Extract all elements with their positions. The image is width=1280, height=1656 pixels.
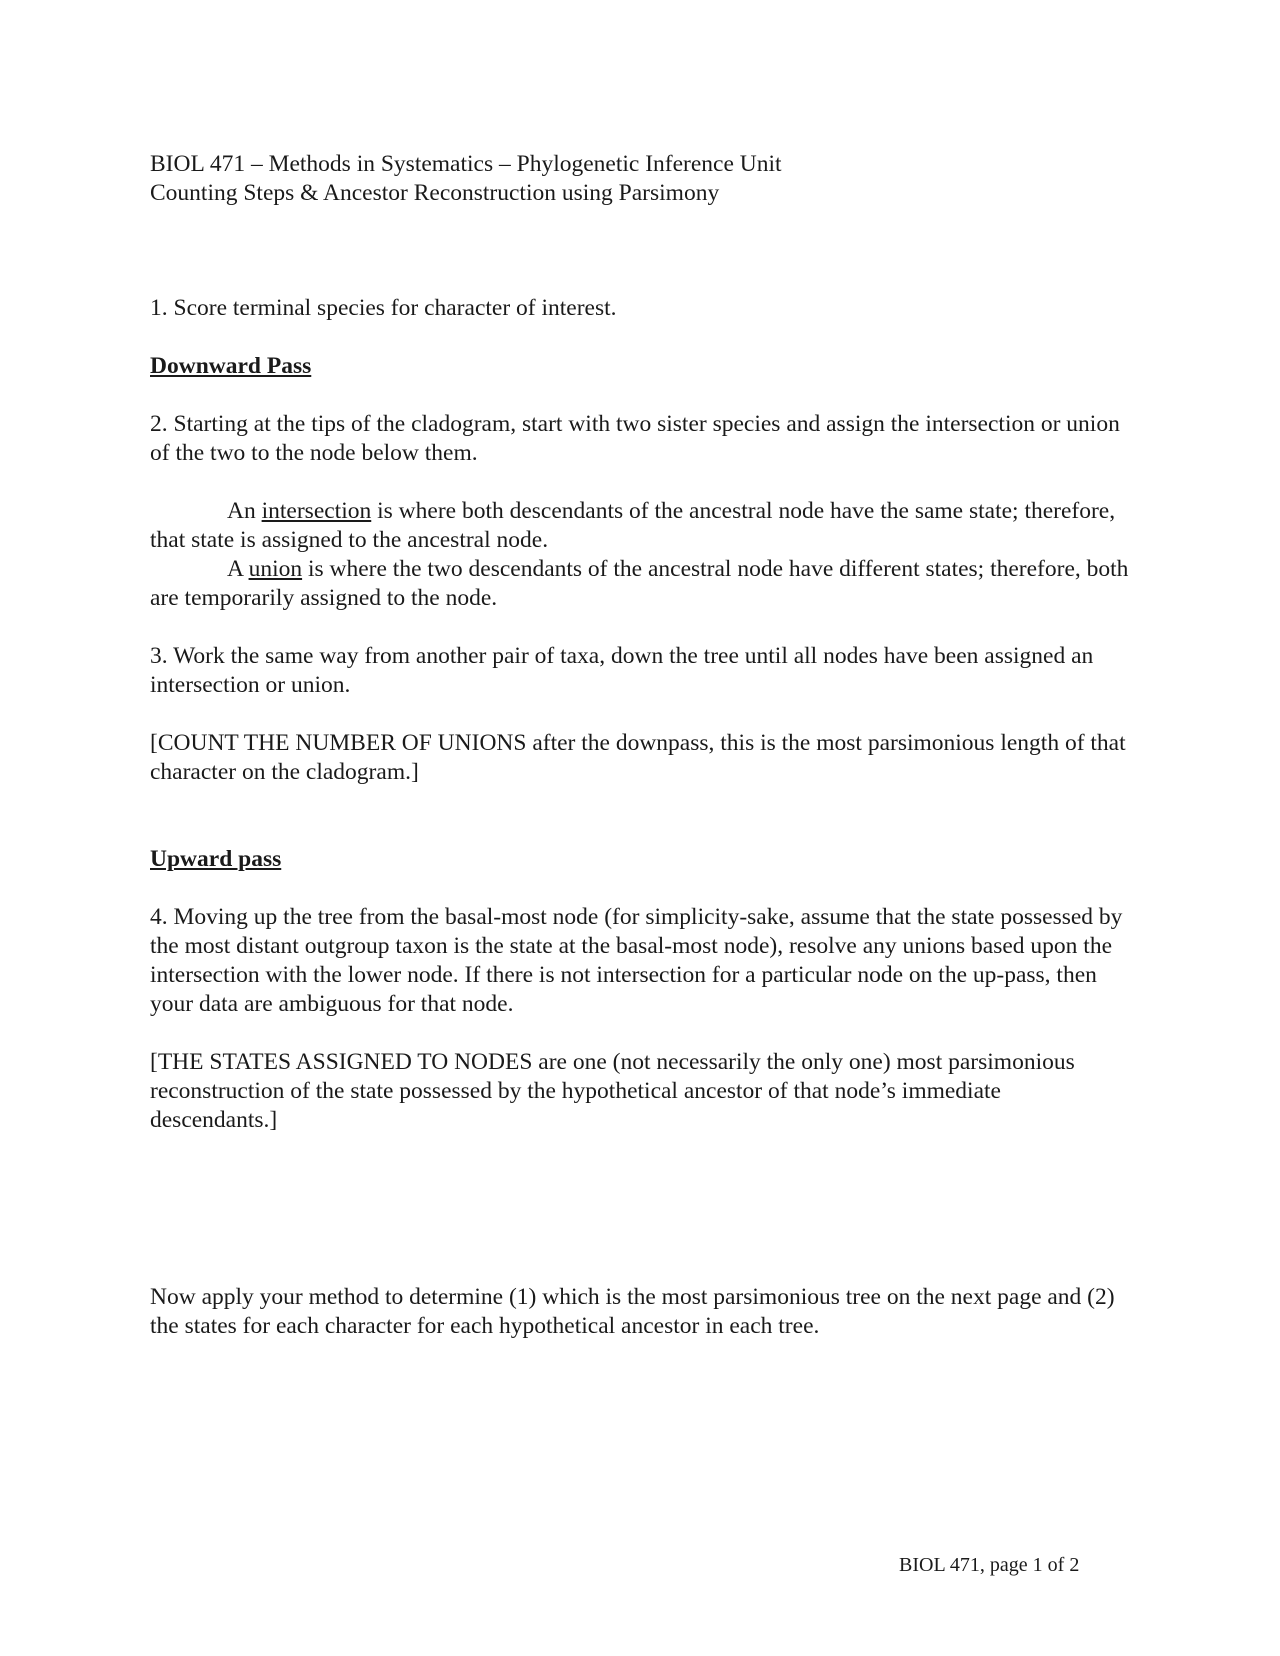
header-title xyxy=(150,150,1130,208)
union-pre: A xyxy=(227,556,249,582)
intersection-term: intersection xyxy=(261,498,372,524)
upward-note: [THE STATES ASSIGNED TO NODES are one (not necessarily the only one) most parsimonious reconstruction of the state possessed by the hypothetical ancestor of that node’s immediate descendants.] xyxy=(150,1049,1075,1133)
step-4: 4. Moving up the tree from the basal-most node (for simplicity-sake, assume that the state possessed by the most distant outgroup taxon is the state at the basal-most node), resolve any unions based upon the intersection with the lower node. If there is not intersection for a particular node on the up-pass, then your data are ambiguous for that node. xyxy=(150,904,1123,1017)
document-page xyxy=(150,150,1130,1341)
closing-instructions: Now apply your method to determine (1) which is the most parsimonious tree on the next page and (2) the states for each character for each hypothetical ancestor in each tree. xyxy=(150,1284,1115,1339)
union-post: is where the two descendants of the ancestral node have different states; therefore, both are temporarily assigned to the node. xyxy=(150,556,1129,611)
header-line-2: Counting Steps & Ancestor Reconstruction using Parsimony xyxy=(150,180,720,206)
downward-note: [COUNT THE NUMBER OF UNIONS after the downpass, this is the most parsimonious length of that character on the cladogram.] xyxy=(150,730,1126,785)
downward-pass-heading: Downward Pass xyxy=(150,353,312,379)
intersection-post: is where both descendants of the ancestral node have the same state; therefore, that state is assigned to the ancestral node. xyxy=(150,498,1116,553)
intersection-pre: An xyxy=(227,498,262,524)
step-3: 3. Work the same way from another pair of taxa, down the tree until all nodes have been assigned an intersection or union. xyxy=(150,643,1094,698)
step-1: 1. Score terminal species for character of interest. xyxy=(150,295,617,321)
union-term: union xyxy=(248,556,303,582)
union-definition xyxy=(150,555,1130,613)
page-footer: BIOL 471, page 1 of 2 xyxy=(899,1554,1080,1576)
step-2: 2. Starting at the tips of the cladogram, start with two sister species and assign the intersection or union of the two to the node below them. xyxy=(150,411,1120,466)
header-line-1: BIOL 471 – Methods in Systematics – Phylogenetic Inference Unit xyxy=(150,151,782,177)
upward-pass-heading: Upward pass xyxy=(150,846,282,872)
intersection-definition xyxy=(150,497,1130,555)
